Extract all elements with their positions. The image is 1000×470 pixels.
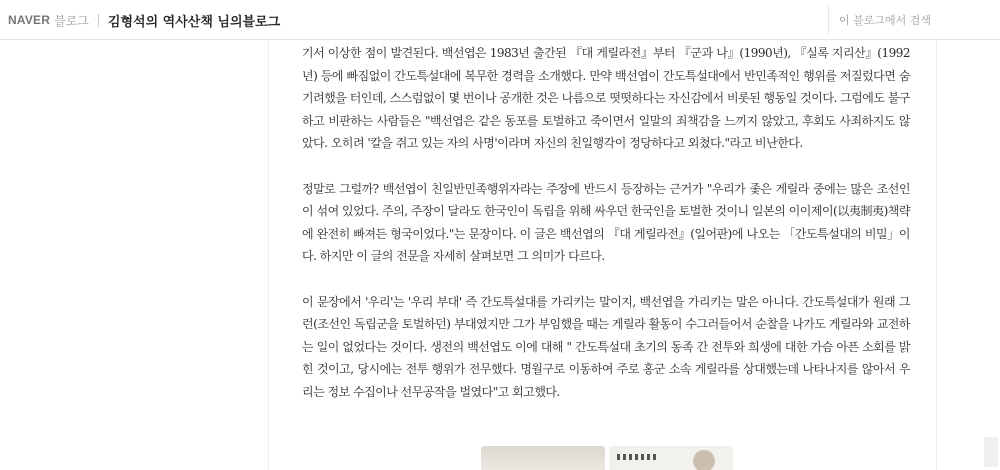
blog-brand [8,11,280,29]
post-content [268,40,937,470]
side-floating-widget[interactable] [984,437,998,467]
post-paragraph: 기서 이상한 점이 발견된다. 백선엽은 1983년 출간된 『대 게릴라전』부터 『군과 나』(1990년), 『실록 지리산』(1992년) 등에 빠짐없이 간도특설대에 복무한 경력을 소개했다. 만약 백선엽이 간도특설대에서 반민족적인 행위를 저질렀다면 숨기려했을 터인데, 스스럼없이 몇 번이나 공개한 것은 나름으로 떳떳하다는 자신감에서 비롯된 행동일 것이다. 그럼에도 불구하고 비판하는 사람들은 "백선엽은 같은 동포를 토벌하고 죽이면서 일말의 죄책감을 느끼지 않았고, 후회도 사죄하지도 않았다. 오히려 '칼을 쥐고 있는 자의 사명'이라며 자신의 친일행각이 정당하다고 외쳤다."라고 비난한다. [302,46,910,151]
blog-home-link[interactable]: 블로그 [54,13,89,28]
blog-title[interactable]: 김형석의 역사산책 님의블로그 [107,14,281,30]
naver-logo[interactable]: NAVER [8,13,51,27]
post-images [481,446,733,470]
post-image[interactable] [481,446,605,470]
post-image[interactable] [609,446,733,470]
blog-search-input[interactable] [839,9,989,31]
post-paragraph: 이 문장에서 '우리'는 '우리 부대' 즉 간도특설대를 가리키는 말이지, 백선엽을 가리키는 말은 아니다. 간도특설대가 원래 그런(조선인 독립군을 토벌하던) 부대였지만 그가 부임했을 때는 게릴라 활동이 수그러들어서 순찰을 나가도 게릴라와 교전하는 일이 없었다는 것이다. 생전의 백선엽도 이에 대해 " 간도특설대 초기의 동족 간 전투와 희생에 대한 가슴 아픈 소회를 밝힌 것이고, 당시에는 전투 행위가 전무했다. 명월구로 이동하여 주로 홍군 소속 게릴라를 상대했는데 나타나지를 않아서 우리는 정보 수집이나 선무공작을 벌였다"고 회고했다. [302,294,910,399]
blog-search-box [828,5,1000,35]
post-body [302,42,910,404]
post-paragraph: 정말로 그럴까? 백선엽이 친일반민족행위자라는 주장에 반드시 등장하는 근거가 "우리가 좇은 게릴라 중에는 많은 조선인이 섞여 있었다. 주의, 주장이 달라도 한국인이 독립을 위해 싸우던 한국인을 토벌한 것이니 일본의 이이제이(以夷制夷)책략에 완전히 빠져든 형국이었다."는 문장이다. 이 글은 백선엽의 『대 게릴라전』(일어판)에 나오는 「간도특설대의 비밀」이다. 하지만 이 글의 전문을 자세히 살펴보면 그 의미가 다르다. [302,181,910,264]
header-divider [98,14,99,27]
top-bar [0,0,1000,40]
